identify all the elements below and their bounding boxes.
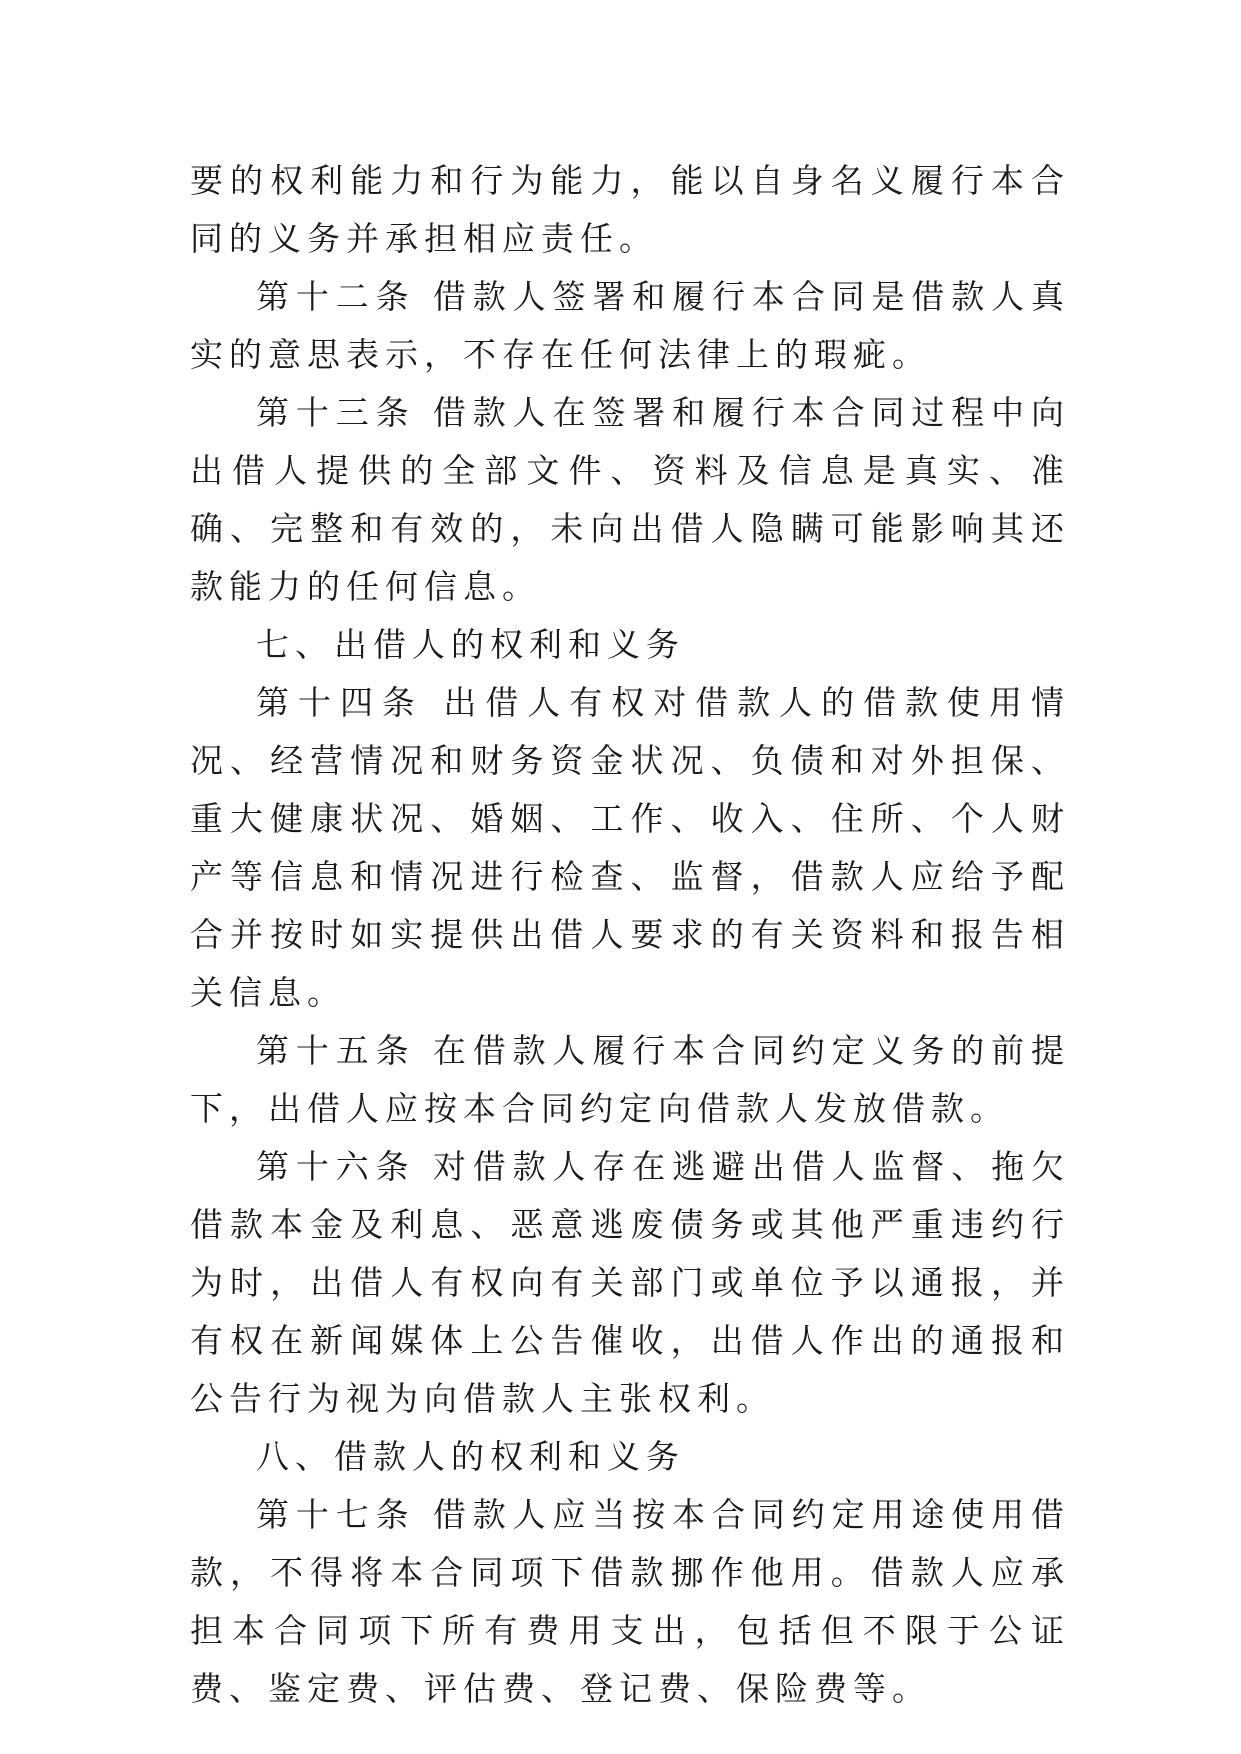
paragraph-continuation: 要的权利能力和行为能力，能以自身名义履行本合同的义务并承担相应责任。: [190, 161, 1070, 258]
section-heading-7: 七、出借人的权利和义务: [256, 625, 685, 664]
clause-12: 第十二条 借款人签署和履行本合同是借款人真实的意思表示，不存在任何法律上的瑕疵。: [190, 277, 1070, 374]
document-body: [190, 152, 1070, 1718]
clause-15: 第十五条 在借款人履行本合同约定义务的前提下，出借人应按本合同约定向借款人发放借款。: [190, 1031, 1070, 1128]
clause-13: 第十三条 借款人在签署和履行本合同过程中向出借人提供的全部文件、资料及信息是真实、准确、完整和有效的，未向出借人隐瞒可能影响其还款能力的任何信息。: [190, 393, 1070, 606]
clause-16: 第十六条 对借款人存在逃避出借人监督、拖欠借款本金及利息、恶意逃废债务或其他严重违约行为时，出借人有权向有关部门或单位予以通报，并有权在新闻媒体上公告催收，出借人作出的通报和公告行为视为向借款人主张权利。: [190, 1147, 1070, 1418]
section-heading-8: 八、借款人的权利和义务: [256, 1437, 685, 1476]
clause-14: 第十四条 出借人有权对借款人的借款使用情况、经营情况和财务资金状况、负债和对外担保、重大健康状况、婚姻、工作、收入、住所、个人财产等信息和情况进行检查、监督，借款人应给予配合并按时如实提供出借人要求的有关资料和报告相关信息。: [190, 683, 1070, 1012]
clause-17: 第十七条 借款人应当按本合同约定用途使用借款，不得将本合同项下借款挪作他用。借款人应承担本合同项下所有费用支出，包括但不限于公证费、鉴定费、评估费、登记费、保险费等。: [190, 1495, 1070, 1708]
